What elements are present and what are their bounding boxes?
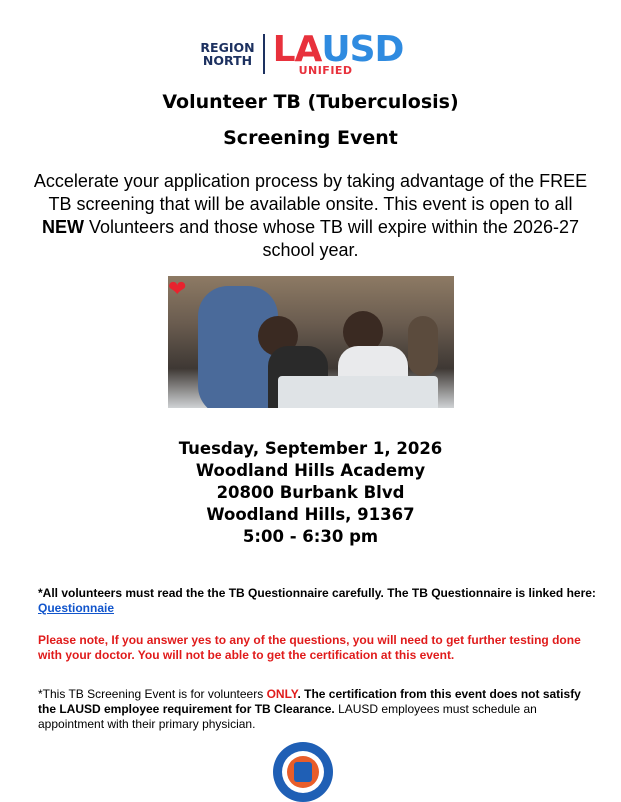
page-title: Volunteer TB (Tuberculosis) (162, 91, 459, 113)
heart-icon: ❤ (168, 276, 187, 301)
eligibility-text-2: LAUSD employees must schedule an appointment with their primary physician. (38, 702, 537, 731)
event-street: 20800 Burbank Blvd (216, 483, 405, 502)
region-north-logo (200, 41, 262, 67)
event-time: 5:00 - 6:30 pm (242, 527, 379, 546)
lausd-unified: UNIFIED (298, 64, 353, 77)
warning-note: Please note, If you answer yes to any of the questions, you will need to get further testing done with your doctor. You will not be able to get the certification at this event. (38, 633, 581, 662)
questionnaire-note (38, 586, 598, 616)
event-date: Tuesday, September 1, 2026 (178, 439, 443, 458)
eligibility-bold: . The certification from this event does not satisfy the LAUSD employee requirement for TB Clearance. (38, 687, 581, 716)
intro-text-1: Accelerate your application process by taking advantage of the FREE TB screening that will be available onsite. This event is open to all (33, 171, 588, 214)
event-details (0, 438, 621, 548)
eligibility-text-1: *This TB Screening Event is for volunteers (38, 687, 267, 701)
logo-divider (263, 34, 265, 74)
lausd-seal-logo (273, 742, 333, 802)
header-logo (0, 30, 621, 78)
lausd-logo (272, 29, 421, 77)
volunteers-photo (168, 276, 454, 408)
region-line1: REGION (200, 40, 255, 55)
event-venue: Woodland Hills Academy (195, 461, 426, 480)
intro-paragraph (30, 170, 591, 262)
intro-new-emphasis: NEW (42, 217, 85, 237)
questionnaire-text: *All volunteers must read the the TB Questionnaire carefully. The TB Questionnaire is linked here: (38, 586, 596, 600)
lausd-usd: USD (321, 29, 404, 70)
eligibility-note (38, 687, 598, 732)
region-line2: NORTH (202, 53, 253, 68)
questionnaire-link[interactable]: Questionnaie (38, 601, 115, 615)
page-subtitle: Screening Event (223, 127, 398, 149)
eligibility-only: ONLY (266, 687, 298, 701)
intro-text-2: Volunteers and those whose TB will expire within the 2026-27 school year. (84, 217, 579, 260)
event-city: Woodland Hills, 91367 (206, 505, 415, 524)
lausd-la: LA (272, 29, 322, 70)
